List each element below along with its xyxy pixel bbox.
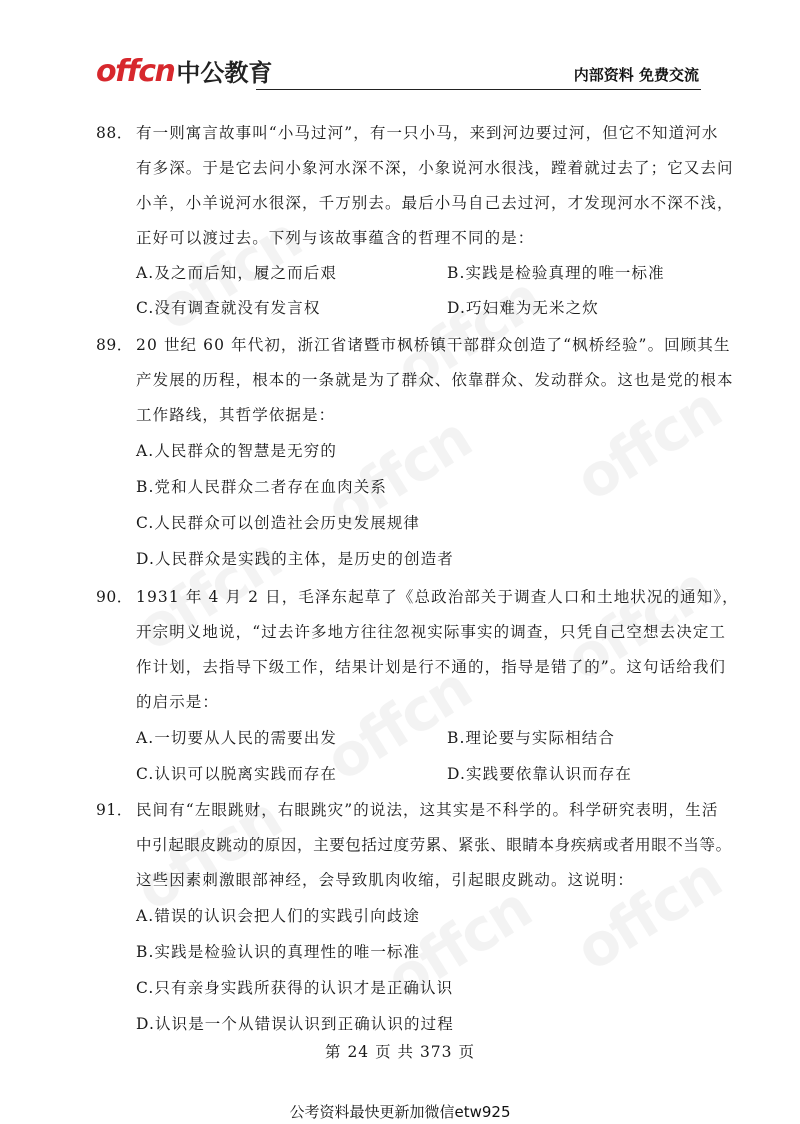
question-stem-line: 这些因素刺激眼部神经，会导致肌肉收缩，引起眼皮跳动。这说明： [136, 871, 635, 889]
question-number: 88． [96, 124, 133, 142]
question-number: 90． [96, 588, 133, 606]
question-stem-line: 中引起眼皮跳动的原因，主要包括过度劳累、紧张、眼睛本身疾病或者用眼不当等。 [136, 836, 732, 854]
logo-chinese-text: 中公教育 [176, 59, 273, 87]
question-stem-line: 产发展的历程，根本的一条就是为了群众、依靠群众、发动群众。这也是党的根本 [136, 371, 734, 389]
option-a: A.错误的认识会把人们的实践引向歧途 [136, 907, 420, 925]
offcn-logo [96, 52, 272, 88]
option-d: D.实践要依靠认识而存在 [447, 765, 633, 783]
option-d: D.人民群众是实践的主体，是历史的创造者 [136, 550, 454, 568]
question-stem-line: 有多深。于是它去问小象河水深不深，小象说河水很浅，蹚着就过去了；它又去问 [136, 159, 734, 177]
question-stem-line: 正好可以渡过去。下列与该故事蕴含的哲理不同的是： [136, 229, 535, 247]
question-stem-line: 开宗明义地说，“过去许多地方往往忽视实际事实的调查，只凭自己空想去决定工 [136, 623, 727, 641]
header-rule [256, 89, 701, 90]
option-a: A.人民群众的智慧是无穷的 [136, 442, 337, 460]
option-a: A.一切要从人民的需要出发 [136, 729, 337, 747]
option-c: C.只有亲身实践所获得的认识才是正确认识 [136, 979, 454, 997]
option-b: B.党和人民群众二者存在血肉关系 [136, 478, 387, 496]
question-stem-line: 的启示是： [136, 693, 220, 711]
question-stem-line: 小羊，小羊说河水很深，千万别去。最后小马自己去过河，才发现河水不深不浅， [136, 194, 734, 212]
question-stem-line: 工作路线，其哲学依据是： [136, 406, 336, 424]
question-number: 91． [96, 801, 133, 819]
page-number: 第 24 页 共 373 页 [325, 1043, 475, 1061]
option-b: B.实践是检验认识的真理性的唯一标准 [136, 943, 421, 961]
question-number: 89． [96, 336, 133, 354]
question-stem-line: 作计划，去指导下级工作，结果计划是行不通的，指导是错了的”。这句话给我们 [136, 658, 727, 676]
option-a: A.及之而后知，履之而后艰 [136, 264, 337, 282]
option-b: B.实践是检验真理的唯一标准 [447, 264, 665, 282]
question-stem-line: 1931 年 4 月 2 日，毛泽东起草了《总政治部关于调查人口和土地状况的通知》， [136, 588, 739, 606]
option-c: C.没有调查就没有发言权 [136, 299, 321, 317]
question-stem-line: 民间有“左眼跳财，右眼跳灾”的说法，这其实是不科学的。科学研究表明，生活 [136, 801, 719, 819]
logo-latin-text: offcn [96, 54, 175, 89]
question-stem-line: 有一则寓言故事叫“小马过河”，有一只小马，来到河边要过河，但它不知道河水 [136, 124, 719, 142]
option-b: B.理论要与实际相结合 [447, 729, 615, 747]
option-d: D.认识是一个从错误认识到正确认识的过程 [136, 1015, 454, 1033]
option-c: C.人民群众可以创造社会历史发展规律 [136, 514, 421, 532]
watermark [564, 374, 732, 514]
footer-note: 公考资料最快更新加微信etw925 [289, 1103, 511, 1121]
header-tagline: 内部资料 免费交流 [573, 66, 699, 84]
option-d: D.巧妇难为无米之炊 [447, 299, 599, 317]
watermark [564, 844, 732, 984]
page-header [96, 52, 701, 92]
question-stem-line: 20 世纪 60 年代初，浙江省诸暨市枫桥镇干部群众创造了“枫桥经验”。回顾其生 [136, 336, 731, 354]
option-c: C.认识可以脱离实践而存在 [136, 765, 338, 783]
